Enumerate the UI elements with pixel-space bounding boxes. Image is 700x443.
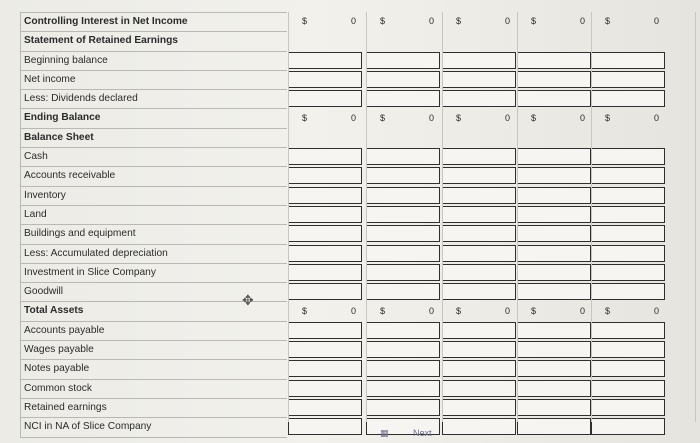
value-input[interactable]: [288, 148, 362, 165]
value-input[interactable]: [288, 206, 362, 223]
total-value: 0: [579, 16, 585, 26]
value-input[interactable]: [591, 225, 665, 242]
value-input[interactable]: [288, 167, 362, 184]
value-input[interactable]: [442, 399, 516, 416]
currency-symbol: $: [302, 305, 308, 316]
grid-icon[interactable]: ▦: [380, 428, 389, 438]
value-input[interactable]: [517, 264, 591, 281]
value-input[interactable]: [517, 283, 591, 300]
total-cell: [442, 13, 516, 30]
value-input[interactable]: [591, 148, 665, 165]
row-label: Common stock: [21, 380, 287, 399]
value-input[interactable]: [366, 360, 440, 377]
total-cell: [442, 303, 516, 320]
value-input[interactable]: [288, 71, 362, 88]
currency-symbol: $: [531, 16, 537, 26]
row-labels: [20, 12, 287, 438]
value-input[interactable]: [517, 52, 591, 69]
currency-symbol: $: [380, 112, 386, 123]
total-cell: [288, 303, 362, 320]
row-label: Less: Dividends declared: [21, 90, 287, 109]
value-input[interactable]: [517, 341, 591, 358]
total-cell: [517, 303, 591, 320]
header-cell: [288, 129, 362, 146]
row-label: Inventory: [21, 187, 287, 206]
value-input[interactable]: [442, 167, 516, 184]
row-label: Notes payable: [21, 360, 287, 379]
total-cell: [517, 13, 591, 30]
total-value: 0: [428, 305, 434, 316]
row-label: Wages payable: [21, 341, 287, 360]
header-cell: [591, 129, 665, 146]
row-label: NCI in NA of Slice Company: [21, 418, 287, 437]
currency-symbol: $: [302, 16, 308, 26]
column-divider: [288, 12, 289, 422]
value-input[interactable]: [517, 148, 591, 165]
currency-symbol: $: [605, 305, 611, 316]
value-input[interactable]: [591, 322, 665, 339]
row-label: Controlling Interest in Net Income: [21, 13, 287, 32]
value-input[interactable]: [517, 167, 591, 184]
value-input[interactable]: [366, 283, 440, 300]
value-input[interactable]: [288, 225, 362, 242]
header-cell: [366, 129, 440, 146]
row-label: Ending Balance: [21, 109, 287, 128]
currency-symbol: $: [456, 16, 462, 26]
currency-symbol: $: [456, 305, 462, 316]
total-value: 0: [428, 112, 434, 123]
value-input[interactable]: [591, 264, 665, 281]
value-input[interactable]: [366, 71, 440, 88]
value-input[interactable]: [591, 418, 665, 435]
value-input[interactable]: [366, 187, 440, 204]
value-input[interactable]: [591, 206, 665, 223]
total-cell: [366, 303, 440, 320]
value-input[interactable]: [517, 187, 591, 204]
value-input[interactable]: [591, 341, 665, 358]
total-cell: [288, 13, 362, 30]
value-input[interactable]: [591, 245, 665, 262]
value-input[interactable]: [288, 264, 362, 281]
value-input[interactable]: [442, 283, 516, 300]
total-cell: [591, 110, 665, 127]
header-cell: [366, 32, 440, 49]
column-divider: [591, 12, 592, 422]
value-input[interactable]: [366, 264, 440, 281]
total-cell: [591, 13, 665, 30]
value-input[interactable]: [442, 380, 516, 397]
value-input[interactable]: [288, 283, 362, 300]
row-label: Total Assets: [21, 302, 287, 321]
row-label: Investment in Slice Company: [21, 264, 287, 283]
row-label: Buildings and equipment: [21, 225, 287, 244]
currency-symbol: $: [456, 112, 462, 123]
value-input[interactable]: [366, 148, 440, 165]
value-input[interactable]: [591, 52, 665, 69]
row-label: Retained earnings: [21, 399, 287, 418]
value-input[interactable]: [366, 52, 440, 69]
header-cell: [442, 129, 516, 146]
value-input[interactable]: [366, 225, 440, 242]
value-input[interactable]: [366, 206, 440, 223]
value-input[interactable]: [288, 90, 362, 107]
value-input[interactable]: [517, 245, 591, 262]
value-input[interactable]: [591, 167, 665, 184]
footer-nav: [380, 428, 454, 439]
next-button[interactable]: Next: [413, 428, 432, 438]
value-input[interactable]: [517, 90, 591, 107]
row-label: Land: [21, 206, 287, 225]
row-label: Goodwill: [21, 283, 287, 302]
value-input[interactable]: [517, 380, 591, 397]
value-input[interactable]: [442, 245, 516, 262]
value-input[interactable]: [366, 322, 440, 339]
value-input[interactable]: [442, 341, 516, 358]
value-input[interactable]: [288, 380, 362, 397]
row-label: Statement of Retained Earnings: [21, 32, 287, 51]
value-input[interactable]: [442, 264, 516, 281]
row-label: Balance Sheet: [21, 129, 287, 148]
value-input[interactable]: [517, 322, 591, 339]
value-input[interactable]: [288, 187, 362, 204]
total-value: 0: [428, 16, 434, 26]
value-input[interactable]: [442, 225, 516, 242]
total-value: 0: [504, 112, 510, 123]
value-input[interactable]: [288, 418, 362, 435]
total-value: 0: [350, 305, 356, 316]
value-input[interactable]: [288, 360, 362, 377]
header-cell: [591, 32, 665, 49]
value-input[interactable]: [366, 90, 440, 107]
column-divider: [517, 12, 518, 422]
row-label: Less: Accumulated depreciation: [21, 245, 287, 264]
total-value: 0: [350, 16, 356, 26]
value-input[interactable]: [366, 380, 440, 397]
total-cell: [366, 110, 440, 127]
total-value: 0: [653, 305, 659, 316]
header-cell: [288, 32, 362, 49]
value-input[interactable]: [288, 322, 362, 339]
value-input[interactable]: [517, 399, 591, 416]
currency-symbol: $: [605, 112, 611, 123]
column-divider: [442, 12, 443, 422]
value-input[interactable]: [366, 399, 440, 416]
header-cell: [517, 32, 591, 49]
row-label: Net income: [21, 71, 287, 90]
value-input[interactable]: [591, 360, 665, 377]
value-input[interactable]: [517, 206, 591, 223]
value-input[interactable]: [591, 90, 665, 107]
total-cell: [517, 110, 591, 127]
currency-symbol: $: [380, 305, 386, 316]
header-cell: [517, 129, 591, 146]
total-cell: [442, 110, 516, 127]
value-input[interactable]: [442, 148, 516, 165]
value-input[interactable]: [442, 71, 516, 88]
total-value: 0: [504, 305, 510, 316]
value-input[interactable]: [591, 71, 665, 88]
header-cell: [442, 32, 516, 49]
row-label: Beginning balance: [21, 52, 287, 71]
value-input[interactable]: [442, 90, 516, 107]
total-cell: [366, 13, 440, 30]
currency-symbol: $: [531, 112, 537, 123]
value-input[interactable]: [366, 341, 440, 358]
row-label: Accounts receivable: [21, 167, 287, 186]
value-input[interactable]: [591, 283, 665, 300]
value-input[interactable]: [442, 360, 516, 377]
value-input[interactable]: [517, 360, 591, 377]
value-input[interactable]: [442, 322, 516, 339]
total-value: 0: [504, 16, 510, 26]
value-input[interactable]: [591, 399, 665, 416]
currency-symbol: $: [531, 305, 537, 316]
value-input[interactable]: [517, 418, 591, 435]
currency-symbol: $: [605, 16, 611, 26]
currency-symbol: $: [380, 16, 386, 26]
value-input[interactable]: [591, 380, 665, 397]
total-value: 0: [653, 112, 659, 123]
value-input[interactable]: [442, 187, 516, 204]
add-row-icon[interactable]: ✥: [242, 292, 254, 308]
total-value: 0: [653, 16, 659, 26]
total-cell: [288, 110, 362, 127]
row-label: Accounts payable: [21, 322, 287, 341]
total-value: 0: [579, 305, 585, 316]
value-input[interactable]: [591, 187, 665, 204]
value-input[interactable]: [288, 399, 362, 416]
value-input[interactable]: [288, 341, 362, 358]
total-cell: [591, 303, 665, 320]
value-input[interactable]: [517, 71, 591, 88]
row-label: Cash: [21, 148, 287, 167]
value-input[interactable]: [288, 52, 362, 69]
currency-symbol: $: [302, 112, 308, 123]
value-input[interactable]: [442, 206, 516, 223]
column-divider: [366, 12, 367, 422]
value-input[interactable]: [366, 167, 440, 184]
total-value: 0: [579, 112, 585, 123]
value-input[interactable]: [288, 245, 362, 262]
value-input[interactable]: [517, 225, 591, 242]
value-input[interactable]: [366, 245, 440, 262]
column-divider: [695, 12, 696, 422]
total-value: 0: [350, 112, 356, 123]
value-input[interactable]: [442, 52, 516, 69]
